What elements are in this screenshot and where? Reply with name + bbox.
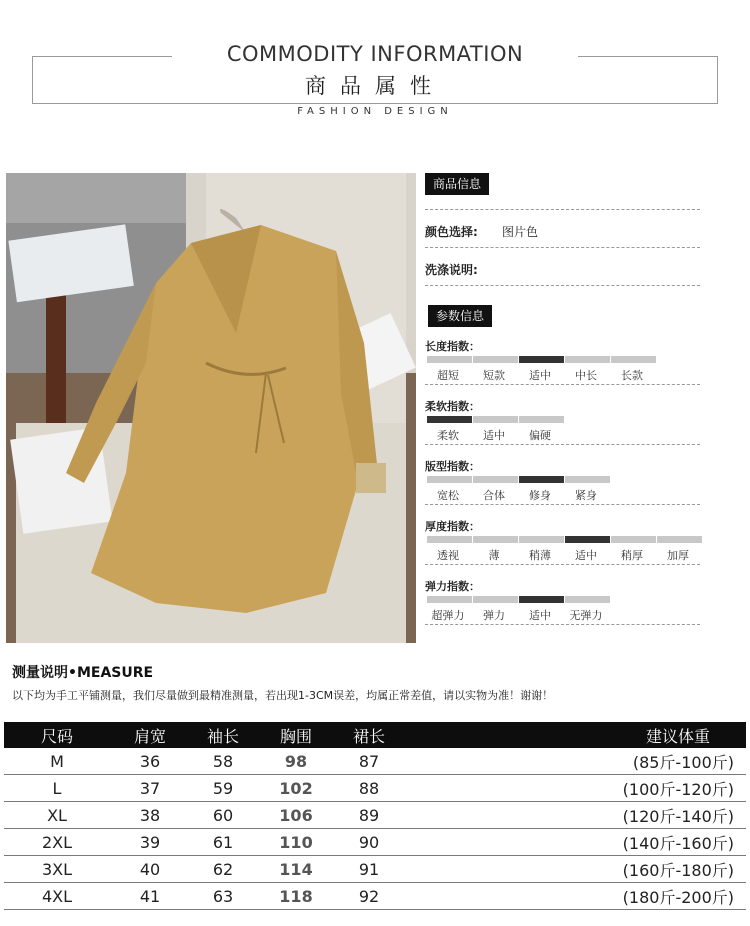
param-option-label: 适中	[575, 549, 597, 562]
param-bar-segment	[473, 356, 518, 363]
param-option-label: 稍厚	[621, 549, 643, 562]
header-subtitle: FASHION DESIGN	[297, 106, 453, 117]
param-bar-segment	[611, 356, 656, 363]
table-cell: 63	[212, 886, 234, 906]
param-title: 长度指数：	[425, 340, 480, 353]
divider	[425, 624, 700, 625]
table-cell: 2XL	[41, 832, 73, 852]
divider	[425, 444, 700, 445]
table-cell: 90	[358, 832, 380, 852]
color-label: 颜色选择:	[425, 225, 478, 239]
table-cell: 106	[279, 805, 313, 825]
table-row	[4, 802, 746, 829]
param-bar-segment	[565, 536, 610, 543]
table-cell: (160斤-180斤)	[622, 860, 734, 880]
param-option-label: 中长	[575, 369, 597, 382]
param-title: 版型指数：	[425, 460, 480, 473]
divider	[425, 384, 700, 385]
table-cell: XL	[47, 805, 67, 825]
param-bar-segment	[519, 416, 564, 423]
param-bar-segment	[473, 416, 518, 423]
table-row	[4, 883, 746, 910]
table-cell: L	[52, 778, 62, 798]
table-row	[4, 829, 746, 856]
param-bar-segment	[657, 536, 702, 543]
param-option-label: 透视	[437, 549, 459, 562]
table-cell: (85斤-100斤)	[632, 752, 734, 772]
param-option-label: 宽松	[437, 489, 459, 502]
table-cell: 87	[358, 751, 380, 771]
table-row	[4, 775, 746, 802]
param-option-label: 无弹力	[569, 609, 603, 622]
param-bar-segment	[565, 476, 610, 483]
table-cell: 39	[139, 832, 161, 852]
param-title: 弹力指数：	[425, 580, 480, 593]
table-cell: M	[50, 751, 64, 771]
table-cell: 91	[358, 859, 380, 879]
table-cell: 37	[139, 778, 161, 798]
table-cell: 88	[358, 778, 380, 798]
divider	[425, 285, 700, 286]
table-header-cell: 建议体重	[645, 726, 710, 746]
table-cell: 38	[139, 805, 161, 825]
param-bar-segment	[565, 356, 610, 363]
param-bar-segment	[427, 596, 472, 603]
size-table-body	[4, 748, 746, 910]
table-cell: 62	[212, 859, 234, 879]
table-header-cell: 尺码	[40, 726, 73, 746]
param-bar-segment	[427, 476, 472, 483]
param-option-label: 弹力	[483, 609, 505, 622]
param-option-label: 短款	[483, 369, 505, 382]
table-cell: (120斤-140斤)	[622, 806, 734, 826]
table-cell: (100斤-120斤)	[622, 779, 734, 799]
divider	[425, 247, 700, 248]
product-info-tag: 商品信息	[425, 173, 489, 195]
size-table	[4, 722, 746, 910]
param-bar-segment	[611, 536, 656, 543]
table-cell: 60	[212, 805, 234, 825]
measure-note: 以下均为手工平铺测量，我们尽量做到最精准测量，若出现1-3CM误差，均属正常差值，请以实物为准！谢谢！	[12, 689, 554, 702]
param-title: 厚度指数：	[425, 520, 480, 533]
param-option-label: 修身	[529, 489, 551, 502]
param-option-label: 柔软	[437, 429, 459, 442]
table-cell: 61	[212, 832, 234, 852]
table-header-cell: 胸围	[279, 726, 312, 746]
param-bar-segment	[473, 476, 518, 483]
table-cell: 89	[358, 805, 380, 825]
color-value: 图片色	[502, 225, 539, 239]
param-bar-segment	[565, 596, 610, 603]
table-cell: 40	[139, 859, 161, 879]
param-option-label: 紧身	[575, 489, 597, 502]
table-cell: 36	[139, 751, 161, 771]
table-row	[4, 748, 746, 775]
table-row	[4, 856, 746, 883]
product-photo	[6, 173, 416, 643]
header-title-en: COMMODITY INFORMATION	[226, 42, 524, 66]
dress-illustration	[6, 173, 416, 643]
param-option-label: 加厚	[667, 549, 689, 562]
param-bar-segment	[427, 356, 472, 363]
param-option-label: 适中	[483, 429, 505, 442]
param-option-label: 稍薄	[529, 549, 551, 562]
param-option-label: 长款	[621, 369, 643, 382]
param-option-label: 超弹力	[431, 609, 465, 622]
header-title-cn: 商品属性	[305, 74, 445, 98]
table-cell: 3XL	[41, 859, 73, 879]
divider	[425, 209, 700, 210]
param-option-label: 适中	[529, 609, 551, 622]
table-cell: 58	[212, 751, 234, 771]
table-cell: 4XL	[41, 886, 73, 906]
table-header-cell: 裙长	[352, 726, 385, 746]
param-bar-segment	[427, 416, 472, 423]
size-table-header	[4, 722, 746, 748]
param-option-label: 适中	[529, 369, 551, 382]
param-bar-segment	[427, 536, 472, 543]
table-cell: (140斤-160斤)	[622, 833, 734, 853]
param-bar-segment	[473, 596, 518, 603]
divider	[425, 504, 700, 505]
table-cell: 110	[279, 832, 313, 852]
table-cell: 118	[279, 886, 313, 906]
param-bar-segment	[473, 536, 518, 543]
divider	[425, 564, 700, 565]
table-cell: 59	[212, 778, 234, 798]
param-bar-segment	[519, 536, 564, 543]
wash-label: 洗涤说明:	[425, 263, 478, 277]
params-tag: 参数信息	[428, 305, 492, 327]
param-option-label: 薄	[488, 549, 500, 562]
measure-title: 测量说明•MEASURE	[12, 665, 154, 681]
table-cell: (180斤-200斤)	[622, 887, 734, 907]
param-option-label: 合体	[483, 489, 505, 502]
table-header-cell: 袖长	[206, 726, 239, 746]
param-bar-segment	[519, 476, 564, 483]
param-option-label: 超短	[437, 369, 459, 382]
param-bar-segment	[519, 356, 564, 363]
param-bar-segment	[519, 596, 564, 603]
param-option-label: 偏硬	[529, 429, 551, 442]
table-cell: 98	[284, 751, 308, 771]
table-cell: 92	[358, 886, 380, 906]
table-header-cell: 肩宽	[133, 726, 166, 746]
table-cell: 102	[279, 778, 313, 798]
param-title: 柔软指数：	[425, 400, 480, 413]
table-cell: 41	[139, 886, 161, 906]
table-cell: 114	[279, 859, 313, 879]
